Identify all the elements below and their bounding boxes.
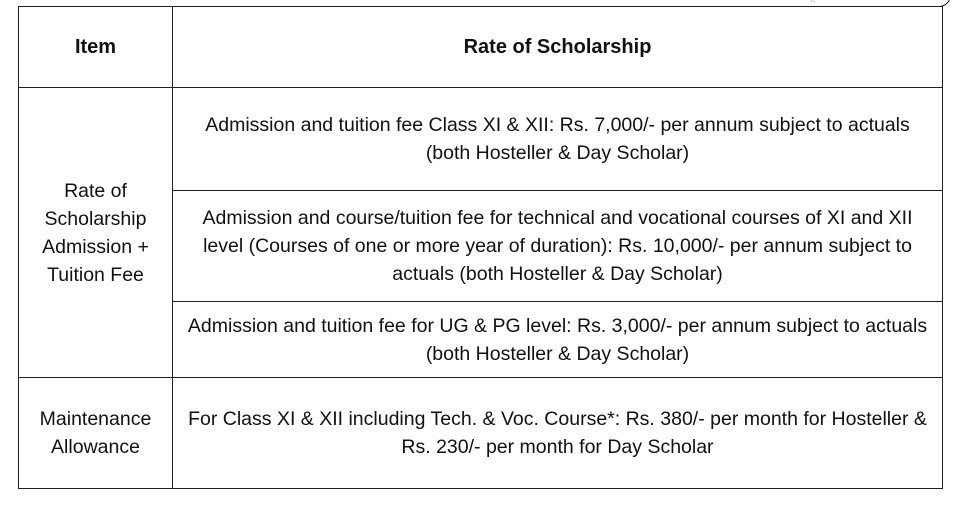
table-header-row — [19, 7, 943, 88]
header-rate-of-scholarship: Rate of Scholarship — [173, 7, 943, 88]
rate-class-xi-xii: Admission and tuition fee Class XI & XII: Rs. 7,000/- per annum subject to actuals (both Hosteller & Day Scholar) — [173, 88, 943, 191]
rate-ug-pg: Admission and tuition fee for UG & PG level: Rs. 3,000/- per annum subject to actuals (both Hosteller & Day Scholar) — [173, 302, 943, 378]
table-row — [19, 378, 943, 489]
item-maintenance-allowance: Maintenance Allowance — [19, 378, 173, 489]
rate-maintenance-allowance: For Class XI & XII including Tech. & Voc. Course*: Rs. 380/- per month for Hosteller & Rs. 230/- per month for Day Scholar — [173, 378, 943, 489]
scholarship-table — [18, 6, 943, 489]
rate-technical-vocational: Admission and course/tuition fee for technical and vocational courses of XI and XII level (Courses of one or more year of duration): Rs. 10,000/- per annum subject to actuals (both Hosteller & Day Scholar) — [173, 191, 943, 302]
table-row — [19, 88, 943, 191]
item-admission-tuition-fee: Rate of Scholarship Admission + Tuition Fee — [19, 88, 173, 378]
header-item: Item — [19, 7, 173, 88]
